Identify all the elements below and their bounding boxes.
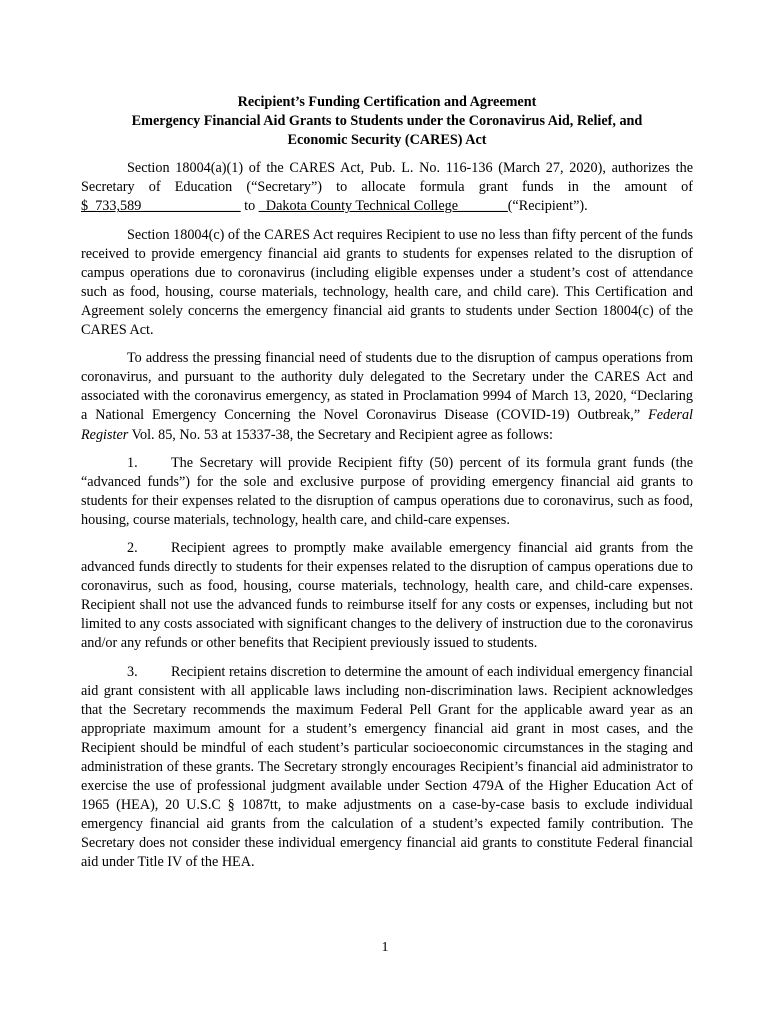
federal-register-citation: Federal Register: [81, 407, 693, 443]
intro-text-c: (“Recipient”).: [507, 198, 588, 215]
numbered-item: [81, 454, 693, 530]
address-text-b: Vol. 85, No. 53 at 15337-38, the Secretary and Recipient agree as follows:: [128, 426, 553, 443]
intro-text-b: to: [240, 198, 259, 215]
address-paragraph: [81, 349, 693, 444]
item-number: 3.: [127, 663, 138, 680]
document-page: [81, 93, 693, 873]
numbered-item: [81, 663, 693, 873]
recipient-name-field: _Dakota County Technical College_______: [258, 198, 508, 215]
title-line-3: Economic Security (CARES) Act: [287, 132, 487, 149]
address-text-a: To address the pressing financial need of students due to the disruption of campus operations from coronavirus, and pursuant to the authority duly delegated to the Secretary under the CARES Act and associated with the coronavirus emergency, as stated in Proclamation 9994 of March 13, 2020, “Declaring a National Emergency Concerning the Novel Coronavirus Disease (COVID-19) Outbreak,”: [81, 350, 693, 424]
grant-amount-field: $_733,589______________: [81, 198, 241, 215]
title-line-2: Emergency Financial Aid Grants to Students under the Coronavirus Aid, Relief, and: [131, 113, 643, 130]
item-text: Recipient retains discretion to determine the amount of each individual emergency financial aid grant consistent with all applicable laws including non-discrimination laws. Recipient acknowledges that the Secretary recommends the maximum Federal Pell Grant for the applicable award year as an appropriate maximum amount for a student’s emergency financial aid grant in most cases, and the Recipient should be mindful of each student’s particular socioeconomic circumstances in the staging and administration of these grants. The Secretary strongly encourages Recipient’s financial aid administrator to exercise the use of professional judgment available under Section 479A of the Higher Education Act of 1965 (HEA), 20 U.S.C § 1087tt, to make adjustments on a case-by-case basis to exclude individual emergency financial aid grants from the calculation of a student’s expected family contribution. The Secretary does not consider these individual emergency financial aid grants to constitute Federal financial aid under Title IV of the HEA.: [81, 663, 693, 871]
intro-paragraph: [81, 159, 693, 216]
intro-text-a: Section 18004(a)(1) of the CARES Act, Pub. L. No. 116-136 (March 27, 2020), authorizes the Secretary of Education (“Secretary”) to allocate formula grant funds in the amount of: [81, 160, 693, 196]
document-title: [81, 93, 693, 150]
item-number: 2.: [127, 539, 138, 556]
section-18004c-paragraph: Section 18004(c) of the CARES Act requires Recipient to use no less than fifty percent of the funds received to provide emergency financial aid grants to students for expenses related to the disruption of campus operations due to coronavirus (including eligible expenses under a student’s cost of attendance such as food, housing, course materials, technology, health care, and child care). This Certification and Agreement solely concerns the emergency financial aid grants to students under Section 18004(c) of the CARES Act.: [81, 226, 693, 339]
item-text: The Secretary will provide Recipient fifty (50) percent of its formula grant funds (the “advanced funds”) for the sole and exclusive purpose of providing emergency financial aid grants to students for their expenses related to the disruption of campus operations due to coronavirus, such as food, housing, course materials, technology, health care, and child-care expenses.: [81, 454, 693, 528]
title-line-1: Recipient’s Funding Certification and Agreement: [237, 94, 537, 110]
numbered-item: [81, 539, 693, 654]
item-number: 1.: [127, 454, 138, 471]
item-text: Recipient agrees to promptly make available emergency financial aid grants from the advanced funds directly to students for their expenses related to the disruption of campus operations due to coronavirus, such as food, housing, course materials, technology, health care, and child-care expenses. Recipient shall not use the advanced funds to reimburse itself for any costs or expenses, including but not limited to any costs associated with significant changes to the delivery of instruction due to the coronavirus and/or any refunds or other benefits that Recipient previously issued to students.: [81, 539, 693, 652]
page-number: 1: [381, 940, 389, 955]
